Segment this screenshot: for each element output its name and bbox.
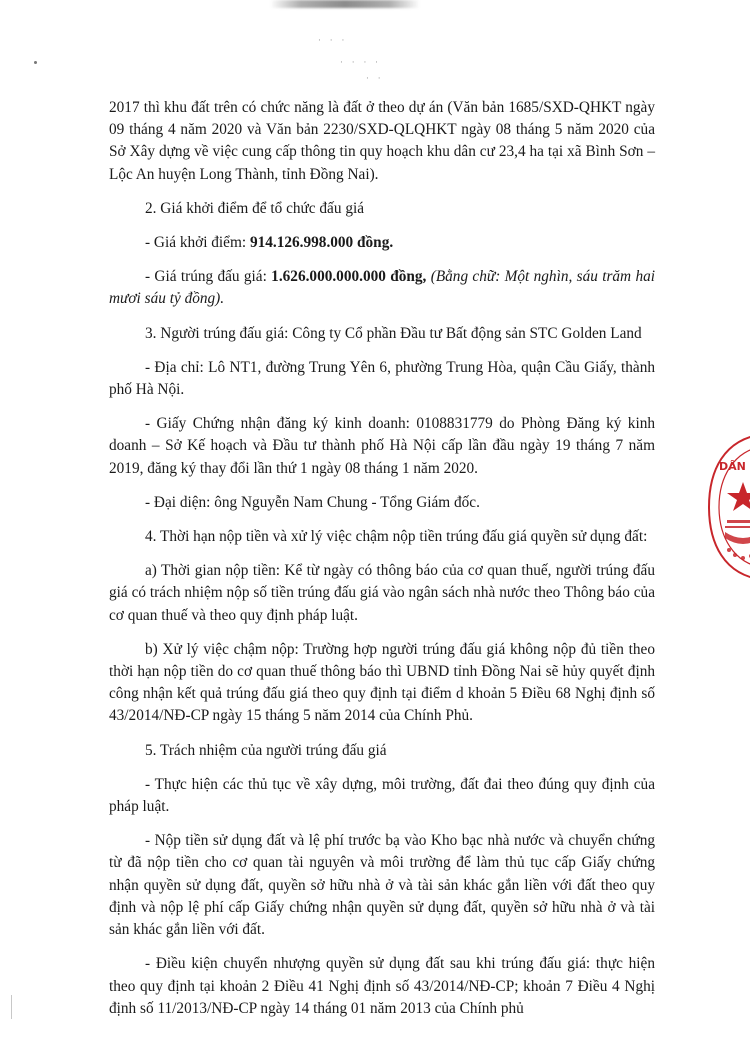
- red-seal-icon: [705, 432, 750, 582]
- scan-dot: [34, 61, 37, 64]
- section-starting-price-heading: 2. Giá khởi điểm để tổ chức đấu giá: [145, 199, 365, 217]
- scan-artifact-top: [270, 0, 420, 8]
- paragraph-payment-time: a) Thời gian nộp tiền: Kể từ ngày có thông báo của cơ quan thuế, người trúng đấu giá có trách nhiệm nộp số tiền trúng đấu giá vào ngân sách nhà nước theo Thông báo của cơ quan thuế và theo quy định pháp luật.: [109, 562, 655, 624]
- winning-price-in-words: (Bằng chữ: Một nghìn, sáu trăm hai mươi sáu tỷ đồng).: [109, 268, 655, 308]
- section-responsibility-heading: 5. Trách nhiệm của người trúng đấu giá: [145, 741, 387, 759]
- paragraph-late-payment: b) Xử lý việc chậm nộp: Trường hợp người trúng đấu giá không nộp đủ tiền theo thời hạn nộp tiền do cơ quan thuế thông báo thì UBND tỉnh Đồng Nai sẽ hủy quyết định công nhận kết quả trúng đấu giá theo quy định tại điểm d khoản 5 Điều 68 Nghị định số 43/2014/NĐ-CP ngày 15 tháng 5 năm 2014 của Chính Phủ.: [109, 640, 655, 725]
- scan-noise-mark: · · ·: [318, 36, 348, 46]
- scan-edge-line: [11, 995, 12, 1019]
- stamp-text: DÂN: [719, 460, 746, 473]
- starting-price-value: 914.126.998.000 đồng.: [249, 234, 394, 252]
- paragraph-starting-price: [109, 232, 655, 254]
- paragraph-land-function: 2017 thì khu đất trên có chức năng là đất ở theo dự án (Văn bản 1685/SXD-QHKT ngày 09 tháng 4 năm 2020 và Văn bản 2230/SXD-QLQHKT ngày 08 tháng 5 năm 2020 của Sở Xây dựng về việc cung cấp thông tin quy hoạch khu dân cư 23,4 ha tại xã Bình Sơn – Lộc An huyện Long Thành, tỉnh Đồng Nai).: [109, 99, 655, 183]
- document-body: [109, 97, 655, 1032]
- starting-price-label: - Giá khởi điểm:: [145, 234, 250, 252]
- paragraph-representative: - Đại diện: ông Nguyễn Nam Chung - Tổng Giám đốc.: [145, 493, 480, 511]
- paragraph-address: - Địa chỉ: Lô NT1, đường Trung Yên 6, phường Trung Hòa, quận Cầu Giấy, thành phố Hà Nội.: [109, 358, 655, 399]
- paragraph-transfer-conditions: - Điều kiện chuyển nhượng quyền sử dụng đất sau khi trúng đấu giá: thực hiện theo quy định tại khoản 2 Điều 41 Nghị định số 43/2014/NĐ-CP; khoản 7 Điều 4 Nghị định số 11/2013/NĐ-CP ngày 14 tháng 01 năm 2013 của Chính phủ: [109, 955, 655, 1017]
- paragraph-fees: - Nộp tiền sử dụng đất và lệ phí trước bạ vào Kho bạc nhà nước và chuyển chứng từ đã nộp tiền cho cơ quan tài nguyên và môi trường để làm thủ tục cấp Giấy chứng nhận quyền sử dụng đất, quyền sở hữu nhà ở và tài sản khác gắn liền với đất theo quy định và nộp lệ phí cấp Giấy chứng nhận quyền sử dụng đất, quyền sở hữu nhà ở và tài sản khác gắn liền với đất.: [109, 832, 655, 939]
- winning-price-value: 1.626.000.000.000 đồng,: [271, 268, 427, 286]
- section-payment-heading: 4. Thời hạn nộp tiền và xử lý việc chậm nộp tiền trúng đấu giá quyền sử dụng đất:: [145, 528, 648, 546]
- paragraph-procedures: - Thực hiện các thủ tục về xây dựng, môi trường, đất đai theo đúng quy định của pháp luật.: [109, 775, 655, 816]
- scan-noise-mark: · · · ·: [340, 58, 382, 68]
- winning-price-label: - Giá trúng đấu giá:: [145, 268, 272, 286]
- paragraph-winning-price: [109, 266, 655, 310]
- scan-noise-mark: · ·: [366, 74, 384, 84]
- star-icon: [727, 482, 750, 511]
- paragraph-business-registration: - Giấy Chứng nhận đăng ký kinh doanh: 0108831779 do Phòng Đăng ký kinh doanh – Sở Kế hoạch và Đầu tư thành phố Hà Nội cấp lần đầu ngày 19 tháng 7 năm 2019, đăng ký thay đổi lần thứ 1 ngày 08 tháng 1 năm 2020.: [109, 415, 655, 477]
- section-winner-heading: 3. Người trúng đấu giá: Công ty Cổ phần Đầu tư Bất động sản STC Golden Land: [145, 324, 642, 342]
